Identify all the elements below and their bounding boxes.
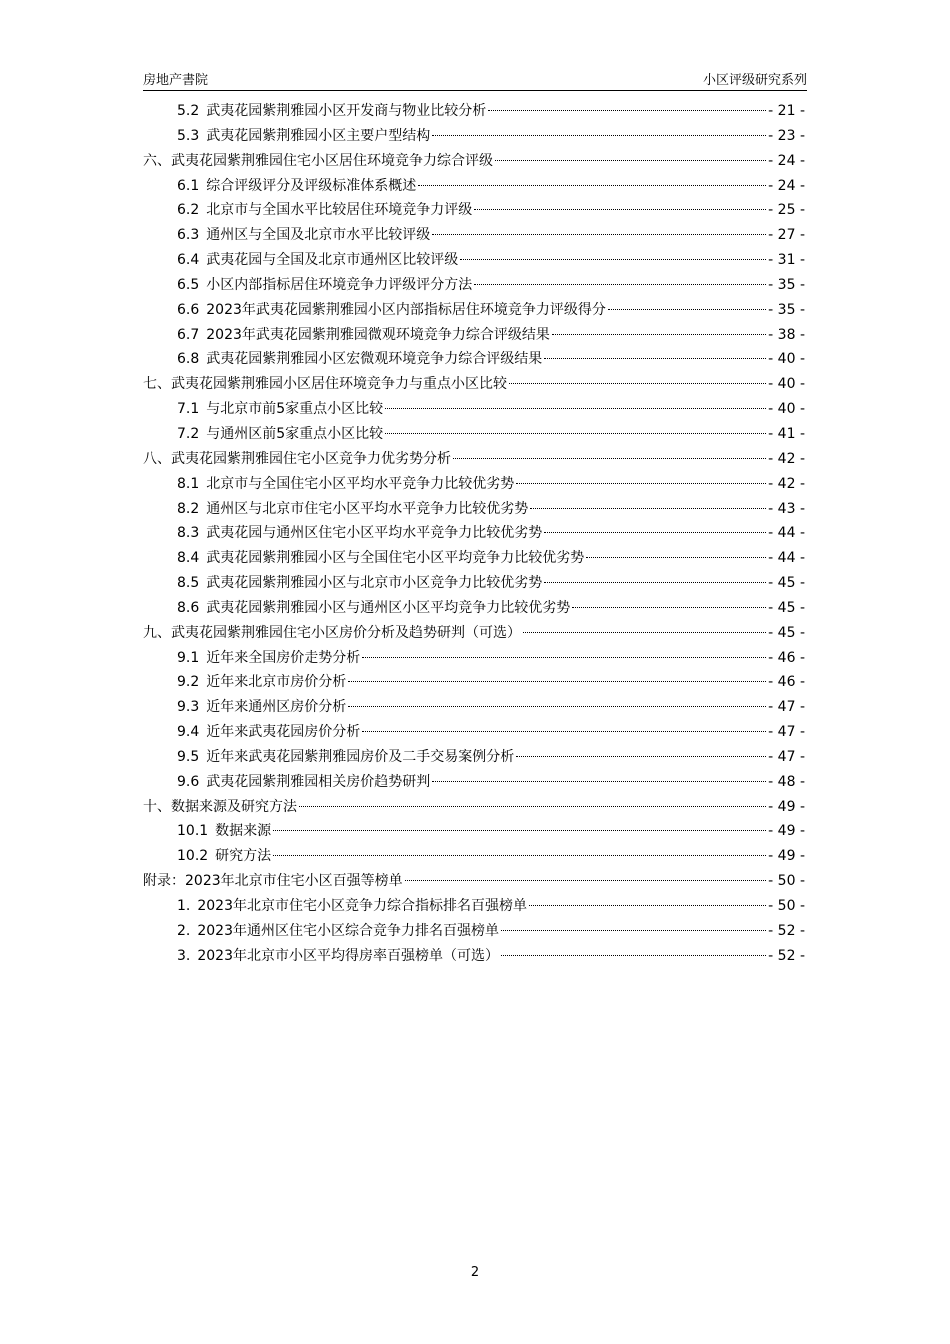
- toc-entry-page: - 42 -: [768, 450, 805, 467]
- toc-entry-number: 9.4: [177, 724, 200, 741]
- toc-entry-number: 6.3: [177, 227, 200, 244]
- toc-dot-leader: [299, 806, 766, 807]
- toc-entry-page: - 52 -: [768, 922, 805, 939]
- toc-dot-leader: [586, 557, 766, 558]
- toc-entry-number: 6.6: [177, 301, 200, 318]
- toc-dot-leader: [608, 309, 766, 310]
- toc-dot-leader: [273, 830, 766, 831]
- toc-entry-number: 10.2: [177, 848, 209, 865]
- toc-entry-title: 武夷花园紫荆雅园小区与北京市小区竞争力比较优劣势: [206, 575, 543, 592]
- toc-dot-leader: [453, 458, 766, 459]
- toc-entry-title: 小区内部指标居住环境竞争力评级评分方法: [206, 276, 473, 293]
- toc-entry-title: 武夷花园紫荆雅园小区与全国住宅小区平均竞争力比较优劣势: [206, 550, 585, 567]
- toc-entry-title: 2023年通州区住宅小区综合竞争力排名百强榜单: [197, 922, 499, 939]
- toc-section-entry[interactable]: [143, 597, 805, 622]
- toc-chapter-entry[interactable]: [143, 150, 805, 175]
- toc-entry-page: - 52 -: [768, 947, 805, 964]
- toc-dot-leader: [523, 632, 766, 633]
- toc-entry-title: 通州区与全国及北京市水平比较评级: [206, 227, 431, 244]
- toc-entry-page: - 48 -: [768, 773, 805, 790]
- toc-entry-page: - 40 -: [768, 401, 805, 418]
- toc-entry-page: - 50 -: [768, 873, 805, 890]
- toc-entry-number: 8.3: [177, 525, 200, 542]
- toc-section-entry[interactable]: [143, 547, 805, 572]
- toc-section-entry[interactable]: [143, 920, 805, 945]
- toc-section-entry[interactable]: [143, 721, 805, 746]
- toc-entry-title: 武夷花园紫荆雅园相关房价趋势研判: [206, 773, 431, 790]
- toc-entry-number: 7.1: [177, 401, 200, 418]
- toc-entry-page: - 24 -: [768, 177, 805, 194]
- toc-entry-page: - 49 -: [768, 798, 805, 815]
- toc-entry-page: - 40 -: [768, 376, 805, 393]
- toc-section-entry[interactable]: [143, 771, 805, 796]
- toc-entry-number: 8.6: [177, 599, 200, 616]
- toc-section-entry[interactable]: [143, 125, 805, 150]
- toc-dot-leader: [418, 185, 766, 186]
- toc-entry-page: - 44 -: [768, 550, 805, 567]
- toc-entry-page: - 47 -: [768, 748, 805, 765]
- toc-section-entry[interactable]: [143, 224, 805, 249]
- toc-section-entry[interactable]: [143, 324, 805, 349]
- toc-entry-title: 综合评级评分及评级标准体系概述: [206, 177, 417, 194]
- toc-section-entry[interactable]: [143, 895, 805, 920]
- toc-entry-title: 七、武夷花园紫荆雅园小区居住环境竞争力与重点小区比较: [143, 376, 507, 393]
- toc-section-entry[interactable]: [143, 498, 805, 523]
- toc-section-entry[interactable]: [143, 423, 805, 448]
- toc-dot-leader: [460, 259, 766, 260]
- toc-dot-leader: [474, 284, 766, 285]
- toc-entry-title: 近年来全国房价走势分析: [206, 649, 361, 666]
- toc-dot-leader: [529, 905, 766, 906]
- toc-dot-leader: [432, 135, 766, 136]
- toc-entry-number: 10.1: [177, 823, 209, 840]
- toc-entry-page: - 24 -: [768, 152, 805, 169]
- toc-entry-title: 近年来通州区房价分析: [206, 699, 347, 716]
- toc-dot-leader: [362, 657, 766, 658]
- toc-entry-page: - 49 -: [768, 848, 805, 865]
- toc-entry-page: - 35 -: [768, 276, 805, 293]
- toc-entry-title: 与通州区前5家重点小区比较: [206, 425, 384, 442]
- toc-section-entry[interactable]: [143, 647, 805, 672]
- toc-section-entry[interactable]: [143, 175, 805, 200]
- toc-entry-page: - 45 -: [768, 624, 805, 641]
- toc-entry-page: - 35 -: [768, 301, 805, 318]
- toc-dot-leader: [501, 930, 766, 931]
- toc-entry-number: 9.2: [177, 674, 200, 691]
- toc-entry-title: 近年来武夷花园紫荆雅园房价及二手交易案例分析: [206, 748, 515, 765]
- toc-entry-title: 与北京市前5家重点小区比较: [206, 401, 384, 418]
- toc-entry-title: 武夷花园紫荆雅园小区主要户型结构: [206, 127, 431, 144]
- toc-entry-page: - 41 -: [768, 425, 805, 442]
- toc-entry-title: 研究方法: [215, 848, 272, 865]
- toc-entry-number: 6.1: [177, 177, 200, 194]
- toc-section-entry[interactable]: [143, 845, 805, 870]
- toc-dot-leader: [362, 731, 766, 732]
- toc-entry-page: - 47 -: [768, 699, 805, 716]
- toc-entry-title: 2023年武夷花园紫荆雅园小区内部指标居住环境竞争力评级得分: [206, 301, 606, 318]
- toc-dot-leader: [516, 483, 766, 484]
- toc-entry-page: - 45 -: [768, 575, 805, 592]
- toc-entry-number: 1.: [177, 898, 191, 914]
- toc-entry-title: 九、武夷花园紫荆雅园住宅小区房价分析及趋势研判（可选）: [143, 624, 521, 641]
- toc-entry-number: 6.4: [177, 252, 200, 269]
- toc-dot-leader: [385, 433, 766, 434]
- toc-entry-page: - 40 -: [768, 351, 805, 368]
- toc-entry-number: 8.4: [177, 550, 200, 567]
- toc-entry-title: 数据来源: [215, 823, 272, 840]
- toc-entry-title: 武夷花园紫荆雅园小区宏微观环境竞争力综合评级结果: [206, 351, 543, 368]
- toc-entry-number: 6.8: [177, 351, 200, 368]
- toc-section-entry[interactable]: [143, 820, 805, 845]
- toc-section-entry[interactable]: [143, 945, 805, 970]
- toc-entry-number: 9.6: [177, 773, 200, 790]
- toc-entry-title: 2023年北京市小区平均得房率百强榜单（可选）: [197, 947, 499, 964]
- toc-chapter-entry[interactable]: [143, 373, 805, 398]
- page-number: 2: [470, 1265, 480, 1280]
- toc-entry-title: 武夷花园与全国及北京市通州区比较评级: [206, 252, 459, 269]
- toc-dot-leader: [348, 681, 766, 682]
- toc-section-entry[interactable]: [143, 522, 805, 547]
- toc-entry-page: - 42 -: [768, 475, 805, 492]
- toc-entry-title: 2023年武夷花园紫荆雅园微观环境竞争力综合评级结果: [206, 326, 550, 343]
- toc-entry-title: 武夷花园紫荆雅园小区开发商与物业比较分析: [206, 103, 487, 119]
- toc-dot-leader: [552, 334, 766, 335]
- toc-entry-title: 六、武夷花园紫荆雅园住宅小区居住环境竞争力综合评级: [143, 152, 493, 169]
- toc-dot-leader: [432, 234, 766, 235]
- table-of-contents: [143, 100, 805, 970]
- toc-dot-leader: [544, 532, 766, 533]
- toc-dot-leader: [348, 706, 766, 707]
- toc-entry-title: 十、数据来源及研究方法: [143, 798, 297, 815]
- toc-entry-page: - 25 -: [768, 202, 805, 219]
- toc-entry-title: 近年来武夷花园房价分析: [206, 724, 361, 741]
- toc-chapter-entry[interactable]: [143, 796, 805, 821]
- toc-dot-leader: [544, 358, 766, 359]
- toc-dot-leader: [544, 582, 766, 583]
- toc-entry-number: 3.: [177, 947, 191, 964]
- toc-dot-leader: [385, 408, 766, 409]
- toc-dot-leader: [530, 508, 766, 509]
- toc-section-entry[interactable]: [143, 249, 805, 274]
- toc-entry-page: - 45 -: [768, 599, 805, 616]
- toc-entry-number: 9.1: [177, 649, 200, 666]
- toc-section-entry[interactable]: [143, 398, 805, 423]
- toc-entry-title: 武夷花园紫荆雅园小区与通州区小区平均竞争力比较优劣势: [206, 599, 571, 616]
- toc-entry-title: 附录：2023年北京市住宅小区百强等榜单: [143, 873, 403, 890]
- toc-entry-title: 通州区与北京市住宅小区平均水平竞争力比较优劣势: [206, 500, 529, 517]
- toc-entry-number: 6.5: [177, 276, 200, 293]
- toc-entry-number: 9.3: [177, 699, 200, 716]
- toc-dot-leader: [432, 781, 766, 782]
- toc-section-entry[interactable]: [143, 100, 805, 125]
- toc-entry-number: 9.5: [177, 748, 200, 765]
- toc-chapter-entry[interactable]: [143, 870, 805, 895]
- toc-entry-number: 6.7: [177, 326, 200, 343]
- toc-section-entry[interactable]: [143, 473, 805, 498]
- toc-dot-leader: [495, 160, 766, 161]
- toc-dot-leader: [405, 880, 767, 881]
- toc-entry-number: 5.3: [177, 127, 200, 144]
- toc-entry-number: 6.2: [177, 202, 200, 219]
- toc-entry-page: - 23 -: [768, 127, 805, 144]
- toc-dot-leader: [572, 607, 766, 608]
- toc-section-entry[interactable]: [143, 671, 805, 696]
- toc-entry-page: - 46 -: [768, 649, 805, 666]
- toc-entry-number: 2.: [177, 922, 191, 939]
- toc-dot-leader: [474, 209, 766, 210]
- toc-entry-number: 8.5: [177, 575, 200, 592]
- toc-entry-page: - 44 -: [768, 525, 805, 542]
- toc-entry-number: 7.2: [177, 425, 200, 442]
- toc-entry-title: 北京市与全国住宅小区平均水平竞争力比较优劣势: [206, 475, 515, 492]
- toc-section-entry[interactable]: [143, 199, 805, 224]
- toc-section-entry[interactable]: [143, 696, 805, 721]
- toc-entry-number: 8.1: [177, 475, 200, 492]
- toc-chapter-entry[interactable]: [143, 448, 805, 473]
- toc-entry-page: - 43 -: [768, 500, 805, 517]
- header-series-title: 小区评级研究系列: [702, 73, 807, 88]
- toc-entry-title: 2023年北京市住宅小区竞争力综合指标排名百强榜单: [197, 898, 527, 914]
- toc-dot-leader: [509, 383, 766, 384]
- toc-entry-title: 武夷花园与通州区住宅小区平均水平竞争力比较优劣势: [206, 525, 543, 542]
- toc-entry-number: 8.2: [177, 500, 200, 517]
- toc-dot-leader: [516, 756, 766, 757]
- toc-entry-title: 北京市与全国水平比较居住环境竞争力评级: [206, 202, 473, 219]
- toc-entry-page: - 31 -: [768, 252, 805, 269]
- toc-dot-leader: [273, 855, 766, 856]
- toc-section-entry[interactable]: [143, 348, 805, 373]
- toc-entry-title: 八、武夷花园紫荆雅园住宅小区竞争力优劣势分析: [143, 450, 451, 467]
- toc-entry-page: - 21 -: [768, 103, 805, 119]
- toc-entry-page: - 50 -: [768, 898, 805, 914]
- toc-dot-leader: [501, 955, 766, 956]
- toc-entry-page: - 47 -: [768, 724, 805, 741]
- toc-section-entry[interactable]: [143, 299, 805, 324]
- toc-entry-page: - 46 -: [768, 674, 805, 691]
- toc-chapter-entry[interactable]: [143, 622, 805, 647]
- toc-section-entry[interactable]: [143, 274, 805, 299]
- toc-section-entry[interactable]: [143, 572, 805, 597]
- toc-entry-page: - 27 -: [768, 227, 805, 244]
- toc-entry-number: 5.2: [177, 103, 200, 119]
- toc-dot-leader: [488, 110, 766, 111]
- toc-entry-page: - 49 -: [768, 823, 805, 840]
- toc-entry-title: 近年来北京市房价分析: [206, 674, 347, 691]
- page-header: [143, 68, 807, 91]
- header-publisher: 房地产書院: [143, 73, 209, 88]
- toc-entry-page: - 38 -: [768, 326, 805, 343]
- toc-section-entry[interactable]: [143, 746, 805, 771]
